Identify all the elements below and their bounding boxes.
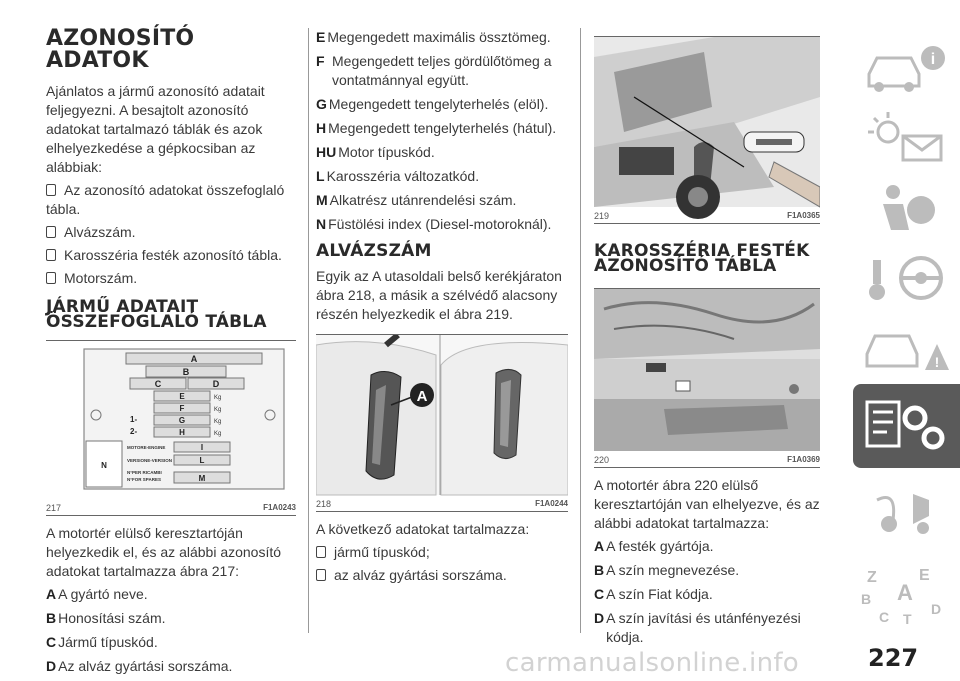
svg-text:i: i <box>930 51 936 68</box>
tab-starting-driving[interactable] <box>853 244 960 309</box>
tab-car-info[interactable] <box>853 34 960 99</box>
airbag-icon <box>853 174 960 239</box>
list-item: L Karosszéria változatkód. <box>316 168 480 184</box>
checkbox-bullet-icon <box>316 569 326 581</box>
svg-text:A: A <box>897 580 913 605</box>
tab-warning-lights[interactable] <box>853 104 960 169</box>
figure-number: 220 <box>594 455 610 465</box>
tab-safety[interactable] <box>853 174 960 239</box>
svg-text:B: B <box>182 367 190 377</box>
list-item: HU Motor típuskód. <box>316 144 435 160</box>
tab-multimedia[interactable] <box>853 480 960 545</box>
figure-number: 218 <box>316 499 332 509</box>
column-1 <box>46 28 296 681</box>
watermark: carmanualsonline.info <box>505 648 800 678</box>
section-paragraph: A motortér ábra 220 elülső keresztartóján van elhelyezve, és az alábbi adatokat tartalmazza: <box>594 477 820 531</box>
svg-text:E: E <box>919 567 930 584</box>
svg-text:L: L <box>199 456 205 465</box>
engine-compartment-image <box>594 289 820 467</box>
warning-lights-icon <box>853 104 960 169</box>
svg-text:B: B <box>861 591 872 607</box>
svg-text:N: N <box>101 461 107 470</box>
list-item: B A szín megnevezése. <box>594 562 740 578</box>
breakdown-icon <box>853 314 960 379</box>
van-windshield-image <box>594 37 820 223</box>
svg-text:N°PER RICAMBI: N°PER RICAMBI <box>127 470 162 475</box>
svg-text:A: A <box>190 354 198 364</box>
bullet-item: Karosszéria festék azonosító tábla. <box>46 246 296 265</box>
checkbox-bullet-icon <box>46 226 56 238</box>
figure-description: A motortér elülső keresztartóján helyezkedik el, és az alábbi azonosító adatokat tartalmazza ábra 217: <box>46 525 282 579</box>
figure-number: 219 <box>594 211 610 221</box>
list-item: G Megengedett tengelyterhelés (elöl). <box>316 96 549 112</box>
svg-text:Kg: Kg <box>214 395 222 401</box>
page-title: AZONOSÍTÓ ADATOK <box>46 26 195 73</box>
checkbox-bullet-icon <box>316 546 326 558</box>
figure-218 <box>316 334 568 512</box>
column-3 <box>594 28 820 652</box>
svg-text:T: T <box>903 611 912 627</box>
figure-code: F1A0243 <box>263 503 296 512</box>
bullet-item: Alvázszám. <box>46 223 296 242</box>
svg-text:!: ! <box>934 354 940 370</box>
bullet-item: jármű típuskód; <box>316 543 568 562</box>
list-item: C Jármű típuskód. <box>46 634 158 650</box>
section-title: ALVÁZSZÁM <box>316 241 432 261</box>
bullet-item: Motorszám. <box>46 269 296 288</box>
multimedia-icon <box>853 480 960 545</box>
list-item: H Megengedett tengelyterhelés (hátul). <box>316 120 557 136</box>
steering-wheel-icon <box>853 244 960 309</box>
list-item: N Füstölési index (Diesel-motoroknál). <box>316 216 552 232</box>
svg-text:D: D <box>931 601 942 617</box>
car-info-icon <box>853 34 960 99</box>
identification-plate-image <box>46 341 296 515</box>
list-item: D A szín javítási és utánfényezési kódja. <box>594 610 801 645</box>
svg-text:E: E <box>179 392 185 401</box>
bullet-item: az alváz gyártási sorszáma. <box>316 566 568 585</box>
list-item: F Megengedett teljes gördülőtömeg a vontatmánnyal együtt. <box>316 53 552 88</box>
svg-text:G: G <box>178 416 186 425</box>
svg-text:2-: 2- <box>130 427 138 436</box>
list-item: C A szín Fiat kódja. <box>594 586 713 602</box>
figure-description: A következő adatokat tartalmazza: <box>316 521 530 537</box>
tab-index[interactable] <box>853 560 960 630</box>
figure-220 <box>594 288 820 468</box>
bullet-item: Az azonosító adatokat összefoglaló tábla. <box>46 182 285 217</box>
svg-text:N°FOR SPARES: N°FOR SPARES <box>127 477 161 482</box>
figure-number: 217 <box>46 503 62 513</box>
tab-emergency[interactable] <box>853 314 960 379</box>
svg-text:H: H <box>179 428 185 437</box>
svg-text:Kg: Kg <box>214 419 222 425</box>
figure-code: F1A0369 <box>787 455 820 464</box>
svg-text:1-: 1- <box>130 415 138 424</box>
page-number: 227 <box>868 644 919 672</box>
figure-217 <box>46 340 296 516</box>
svg-text:C: C <box>154 379 162 389</box>
tab-technical-data[interactable] <box>853 384 960 468</box>
list-item: A A gyártó neve. <box>46 586 148 602</box>
svg-text:Z: Z <box>867 569 877 586</box>
figure-code: F1A0244 <box>535 499 568 508</box>
svg-text:M: M <box>198 474 206 483</box>
chassis-number-image <box>316 335 568 511</box>
checkbox-bullet-icon <box>46 184 56 196</box>
figure-code: F1A0365 <box>787 211 820 220</box>
list-item: E Megengedett maximális össztömeg. <box>316 29 551 45</box>
intro-paragraph: Ajánlatos a jármű azonosító adatait feljegyezni. A besajtolt azonosító adatokat tartalmazó táblák és azok elhelyezkedése a gépkocsiban az alábbiak: <box>46 83 265 175</box>
technical-data-icon <box>853 384 960 468</box>
checkbox-bullet-icon <box>46 272 56 284</box>
checkbox-bullet-icon <box>46 249 56 261</box>
svg-text:MOTORE-ENGINE: MOTORE-ENGINE <box>127 445 166 450</box>
column-2 <box>316 28 568 589</box>
svg-text:F: F <box>179 404 185 413</box>
list-item: M Alkatrész utánrendelési szám. <box>316 192 517 208</box>
svg-text:I: I <box>200 443 204 452</box>
svg-text:D: D <box>212 379 220 389</box>
list-item: B Honosítási szám. <box>46 610 166 626</box>
column-divider <box>308 28 309 633</box>
svg-text:Kg: Kg <box>214 407 222 413</box>
section-paragraph: Egyik az A utasoldali belső kerékjáraton ábra 218, a másik a szélvédő alacsony részén helyezkedik el ábra 219. <box>316 268 562 322</box>
section-title: KAROSSZÉRIA FESTÉK AZONOSÍTÓ TÁBLA <box>594 241 810 276</box>
figure-219 <box>594 36 820 224</box>
list-item: A A festék gyártója. <box>594 538 714 554</box>
list-item: D Az alváz gyártási sorszáma. <box>46 658 233 674</box>
svg-text:VERSIONE-VERSION: VERSIONE-VERSION <box>127 458 173 463</box>
svg-text:Kg: Kg <box>214 431 222 437</box>
svg-text:C: C <box>879 609 890 625</box>
index-icon <box>853 560 960 630</box>
figure-callout: A <box>416 388 428 405</box>
section-title: JÁRMŰ ADATAIT ÖSSZEFOGLALÓ TÁBLA <box>46 297 267 332</box>
column-divider <box>580 28 581 633</box>
